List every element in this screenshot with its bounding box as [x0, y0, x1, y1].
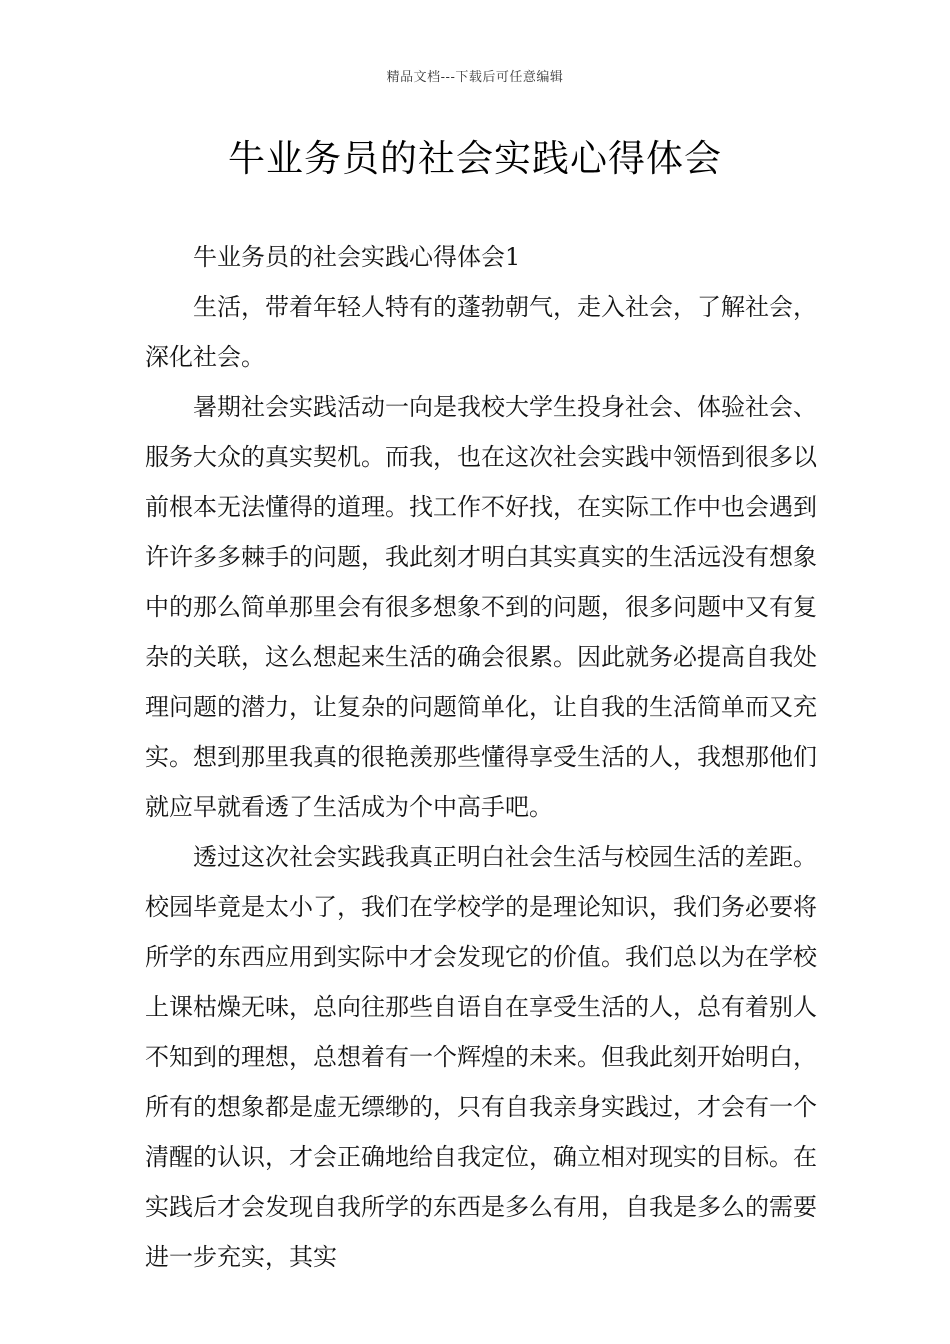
header-note: 精品文档---下载后可任意编辑 — [386, 70, 564, 85]
section-heading: 牛业务员的社会实践心得体会1 — [193, 243, 521, 271]
document-title: 牛业务员的社会实践心得体会 — [228, 137, 722, 180]
paragraph-2: 暑期社会实践活动一向是我校大学生投身社会、体验社会、服务大众的真实契机。而我，也在这次社会实践中领悟到很多以前根本无法懂得的道理。找工作不好找，在实际工作中也会遇到许许多多棘手的问题，我此刻才明白其实真实的生活远没有想象中的那么简单那里会有很多想象不到的问题，很多问题中又有复杂的关联，这么想起来生活的确会很累。因此就务必提高自我处理问题的潜力，让复杂的问题简单化，让自我的生活简单而又充实。想到那里我真的很艳羡那些懂得享受生活的人，我想那他们就应早就看透了生活成为个中高手吧。 — [145, 393, 817, 821]
document-body — [145, 232, 817, 1282]
paragraph-3: 透过这次社会实践我真正明白社会生活与校园生活的差距。校园毕竟是太小了，我们在学校学的是理论知识，我们务必要将所学的东西应用到实际中才会发现它的价值。我们总以为在学校上课枯燥无味，总向往那些自语自在享受生活的人，总有着别人不知到的理想，总想着有一个辉煌的未来。但我此刻开始明白，所有的想象都是虚无缥缈的，只有自我亲身实践过，才会有一个清醒的认识，才会正确地给自我定位，确立相对现实的目标。在实践后才会发现自我所学的东西是多么有用，自我是多么的需要进一步充实，其实 — [145, 843, 817, 1271]
paragraph-1: 生活，带着年轻人特有的蓬勃朝气，走入社会，了解社会，深化社会。 — [145, 293, 817, 371]
